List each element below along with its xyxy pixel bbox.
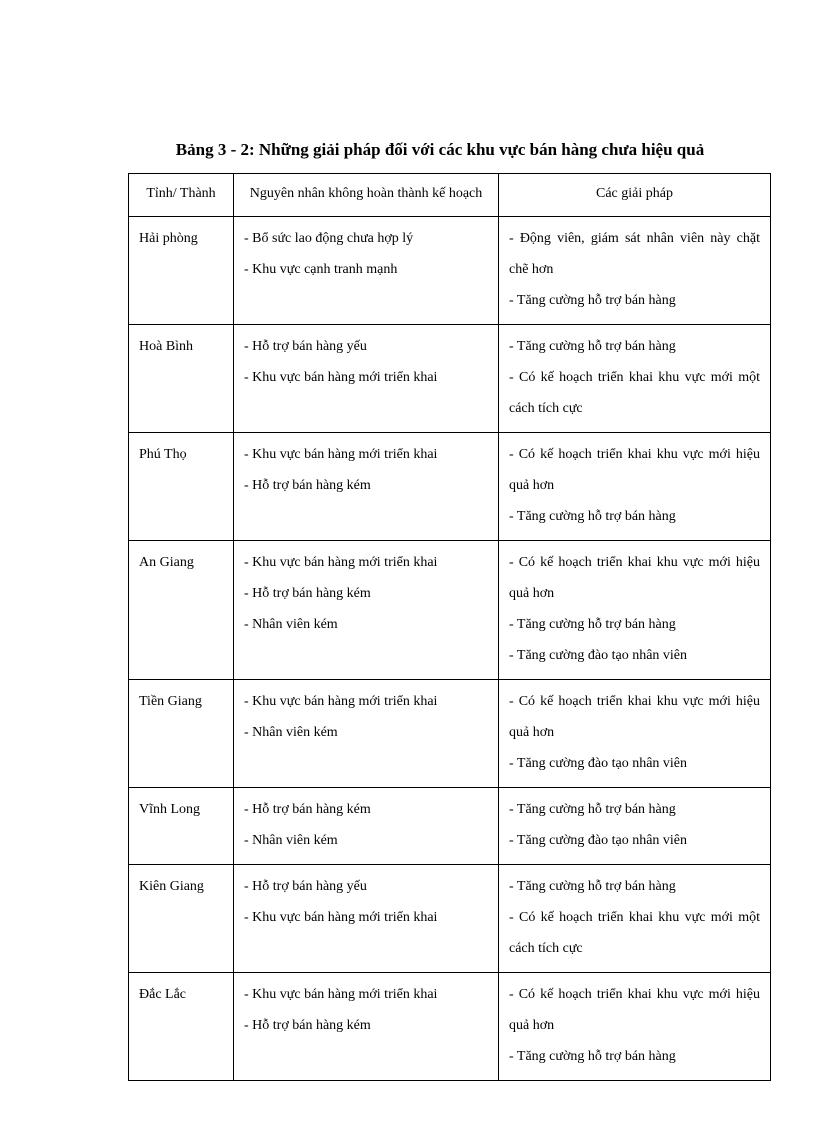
solution-item: - Tăng cường hỗ trợ bán hàng [509,1049,676,1064]
cause-item: - Khu vực bán hàng mới triển khai [244,910,438,925]
cause-item: - Khu vực bán hàng mới triển khai [244,987,438,1002]
cause-item: - Bổ sức lao động chưa hợp lý [244,231,414,246]
solutions-cell [499,217,771,325]
province-cell: Hoà Bình [129,325,234,433]
province-cell: Vĩnh Long [129,788,234,865]
cause-item: - Nhân viên kém [244,833,338,848]
cause-item: - Khu vực bán hàng mới triển khai [244,370,438,385]
solution-item: - Tăng cường hỗ trợ bán hàng [509,802,676,817]
province-cell: An Giang [129,541,234,680]
header-solutions: Các giải pháp [499,174,771,217]
solution-item: - Tăng cường hỗ trợ bán hàng [509,617,676,632]
cause-item: - Hỗ trợ bán hàng kém [244,802,371,817]
cause-item: - Khu vực bán hàng mới triển khai [244,694,438,709]
province-cell: Đắc Lắc [129,973,234,1081]
table-row [129,865,771,973]
solutions-cell [499,865,771,973]
solution-item: - Có kế hoạch triển khai khu vực mới hiệu quả hơn [509,555,760,601]
solution-item: - Tăng cường hỗ trợ bán hàng [509,293,676,308]
table-row [129,325,771,433]
causes-cell [234,865,499,973]
solution-item: - Tăng cường đào tạo nhân viên [509,833,688,848]
solutions-cell [499,973,771,1081]
cause-item: - Khu vực cạnh tranh mạnh [244,262,398,277]
cause-item: - Khu vực bán hàng mới triển khai [244,555,438,570]
solution-item: - Tăng cường hỗ trợ bán hàng [509,879,676,894]
solution-item: - Có kế hoạch triển khai khu vực mới một cách tích cực [509,370,760,416]
causes-cell [234,973,499,1081]
solution-item: - Có kế hoạch triển khai khu vực mới hiệu quả hơn [509,987,760,1033]
table-title: Bảng 3 - 2: Những giải pháp đối với các khu vực bán hàng chưa hiệu quả [175,140,705,159]
header-causes: Nguyên nhân không hoàn thành kế hoạch [234,174,499,217]
table-row [129,788,771,865]
causes-cell [234,788,499,865]
table-row [129,433,771,541]
cause-item: - Nhân viên kém [244,617,338,632]
cause-item: - Nhân viên kém [244,725,338,740]
solution-item: - Tăng cường hỗ trợ bán hàng [509,339,676,354]
solutions-table [128,173,771,1081]
table-row [129,973,771,1081]
solution-item: - Tăng cường đào tạo nhân viên [509,756,688,771]
solution-item: - Tăng cường đào tạo nhân viên [509,648,688,663]
province-cell: Hải phòng [129,217,234,325]
causes-cell [234,217,499,325]
table-row [129,680,771,788]
solutions-cell [499,325,771,433]
causes-cell [234,541,499,680]
cause-item: - Hỗ trợ bán hàng yếu [244,339,367,354]
province-cell: Phú Thọ [129,433,234,541]
causes-cell [234,433,499,541]
solutions-cell [499,433,771,541]
solution-item: - Tăng cường hỗ trợ bán hàng [509,509,676,524]
header-province: Tỉnh/ Thành [129,174,234,217]
solution-item: - Có kế hoạch triển khai khu vực mới hiệu quả hơn [509,447,760,493]
cause-item: - Hỗ trợ bán hàng kém [244,586,371,601]
solutions-cell [499,788,771,865]
cause-item: - Khu vực bán hàng mới triển khai [244,447,438,462]
causes-cell [234,325,499,433]
solutions-cell [499,541,771,680]
province-cell: Kiên Giang [129,865,234,973]
cause-item: - Hỗ trợ bán hàng yếu [244,879,367,894]
solutions-cell [499,680,771,788]
table-header-row [129,174,771,217]
solution-item: - Có kế hoạch triển khai khu vực mới hiệu quả hơn [509,694,760,740]
solution-item: - Động viên, giám sát nhân viên này chặt chẽ hơn [509,231,760,277]
table-row [129,217,771,325]
causes-cell [234,680,499,788]
solution-item: - Có kế hoạch triển khai khu vực mới một cách tích cực [509,910,760,956]
table-row [129,541,771,680]
province-cell: Tiền Giang [129,680,234,788]
cause-item: - Hỗ trợ bán hàng kém [244,478,371,493]
cause-item: - Hỗ trợ bán hàng kém [244,1018,371,1033]
